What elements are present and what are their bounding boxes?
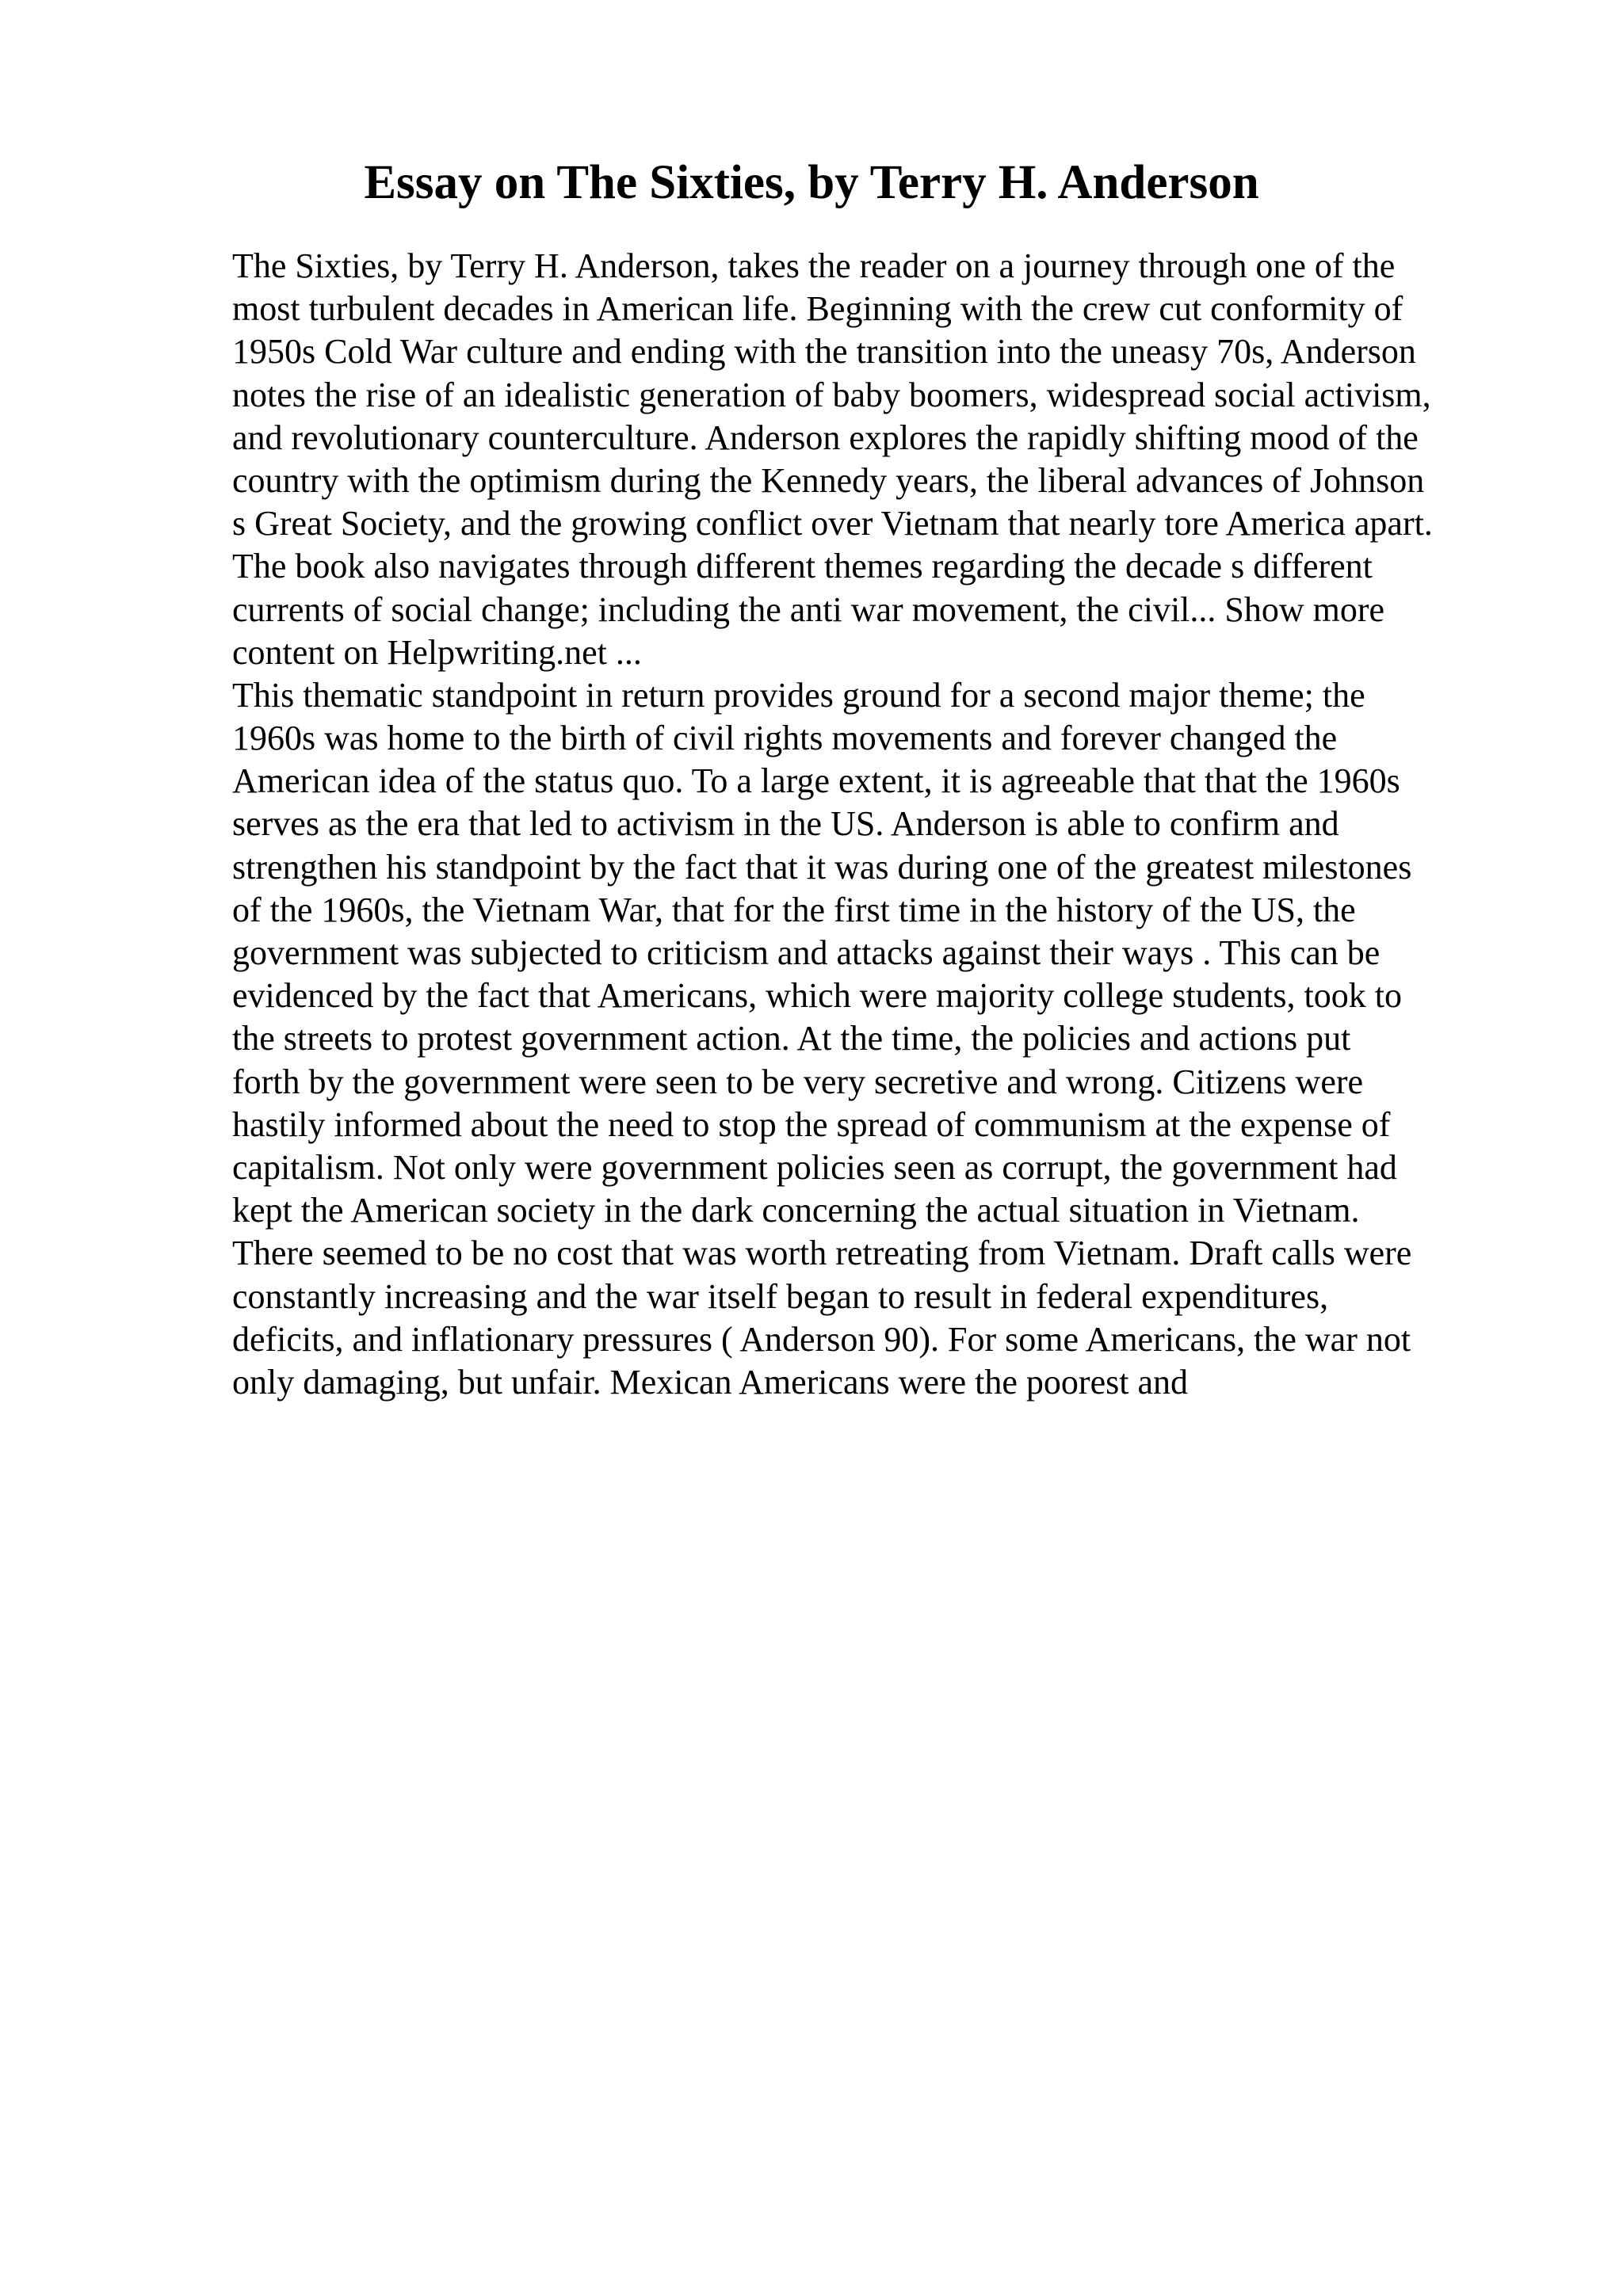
text-line: evidenced by the fact that Americans, which were majority college students, took to — [232, 976, 1402, 1016]
text-line: strengthen his standpoint by the fact that it was during one of the greatest milestones — [232, 847, 1412, 887]
text-line: forth by the government were seen to be very secretive and wrong. Citizens were — [232, 1062, 1364, 1101]
text-line: 1960s was home to the birth of civil rights movements and forever changed the — [232, 719, 1338, 758]
text-line: kept the American society in the dark concerning the actual situation in Vietnam. — [232, 1191, 1360, 1230]
text-line: deficits, and inflationary pressures ( Anderson 90). For some Americans, the war not — [232, 1319, 1411, 1359]
paragraph-2 — [232, 674, 1516, 1404]
text-line: content on Helpwriting.net ... — [232, 632, 642, 672]
text-line: the streets to protest government action. At the time, the policies and actions put — [232, 1019, 1351, 1058]
text-line: country with the optimism during the Kennedy years, the liberal advances of Johnson — [232, 460, 1425, 500]
text-line: The Sixties, by Terry H. Anderson, takes the reader on a journey through one of the — [232, 246, 1396, 285]
text-line: 1950s Cold War culture and ending with the transition into the uneasy 70s, Anderson — [232, 332, 1416, 372]
text-line: of the 1960s, the Vietnam War, that for the first time in the history of the US, the — [232, 890, 1356, 929]
text-line: s Great Society, and the growing conflict over Vietnam that nearly tore America apart. — [232, 504, 1433, 543]
document-body — [232, 245, 1516, 1404]
text-line: currents of social change; including the anti war movement, the civil... Show more — [232, 589, 1385, 629]
text-line: only damaging, but unfair. Mexican Americans were the poorest and — [232, 1362, 1188, 1402]
text-line: government was subjected to criticism and attacks against their ways . This can be — [232, 933, 1381, 972]
text-line: capitalism. Not only were government policies seen as corrupt, the government had — [232, 1147, 1397, 1187]
text-line: This thematic standpoint in return provides ground for a second major theme; the — [232, 675, 1365, 715]
paragraph-1 — [232, 245, 1516, 674]
text-line: and revolutionary counterculture. Anderson explores the rapidly shifting mood of the — [232, 418, 1419, 457]
text-line: American idea of the status quo. To a large extent, it is agreeable that that the 1960s — [232, 761, 1400, 801]
text-line: serves as the era that led to activism in the US. Anderson is able to confirm and — [232, 804, 1339, 844]
document-title: Essay on The Sixties, by Terry H. Anderson — [364, 156, 1259, 209]
text-line: constantly increasing and the war itself began to result in federal expenditures, — [232, 1276, 1329, 1316]
text-line: hastily informed about the need to stop the spread of communism at the expense of — [232, 1104, 1391, 1144]
text-line: most turbulent decades in American life. Beginning with the crew cut conformity of — [232, 289, 1403, 329]
text-line: The book also navigates through different themes regarding the decade s different — [232, 547, 1373, 586]
text-line: notes the rise of an idealistic generation of baby boomers, widespread social activism, — [232, 375, 1431, 414]
text-line: There seemed to be no cost that was worth retreating from Vietnam. Draft calls were — [232, 1234, 1412, 1273]
